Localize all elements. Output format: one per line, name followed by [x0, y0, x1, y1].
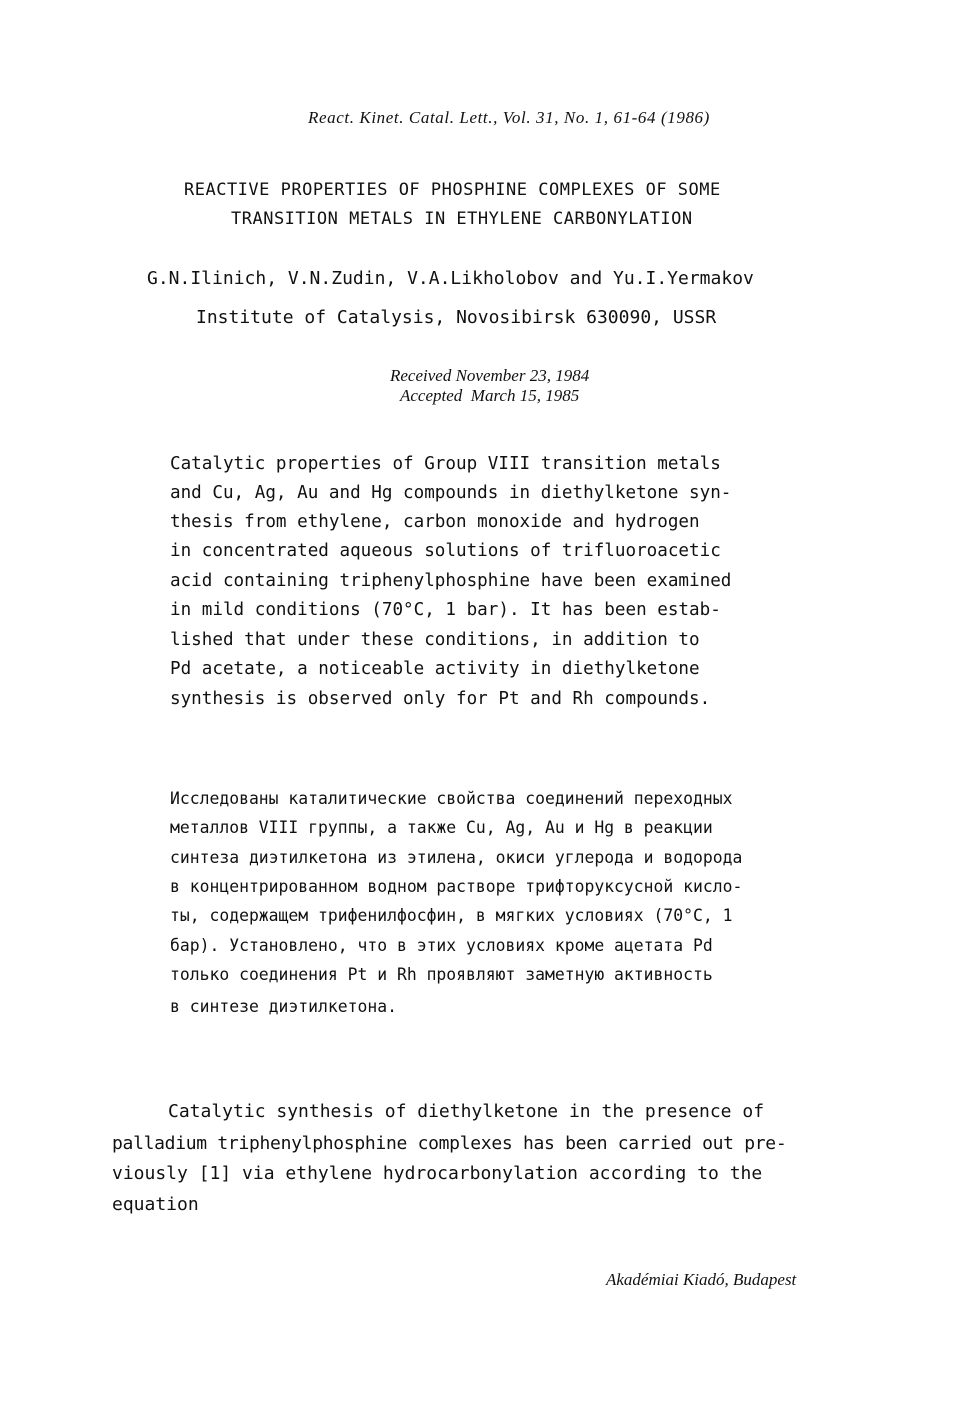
authors: G.N.Ilinich, V.N.Zudin, V.A.Likholobov and Yu.I.Yermakov — [147, 268, 754, 289]
publisher-footer: Akadémiai Kiadó, Budapest — [606, 1270, 797, 1289]
abstract-ru-line: синтеза диэтилкетона из этилена, окиси углерода и водорода — [170, 848, 743, 867]
abstract-en-line: thesis from ethylene, carbon monoxide and hydrogen — [170, 512, 700, 532]
body-line: viously [1] via ethylene hydrocarbonylation according to the — [112, 1163, 763, 1184]
journal-citation: React. Kinet. Catal. Lett., Vol. 31, No. 1, 61-64 (1986) — [308, 108, 710, 127]
paper-title-line-2: TRANSITION METALS IN ETHYLENE CARBONYLATION — [231, 209, 693, 229]
abstract-ru-line: Исследованы каталитические свойства соединений переходных — [170, 789, 733, 808]
received-date: Received November 23, 1984 — [390, 366, 590, 385]
abstract-ru-line: в концентрированном водном растворе трифторуксусной кисло- — [170, 877, 743, 896]
body-line: Catalytic synthesis of diethylketone in the presence of — [168, 1101, 765, 1122]
abstract-en-line: Catalytic properties of Group VIII transition metals — [170, 454, 721, 474]
abstract-en-line: in concentrated aqueous solutions of trifluoroacetic — [170, 541, 721, 561]
abstract-en-line: lished that under these conditions, in addition to — [170, 630, 700, 650]
body-line: equation — [112, 1194, 199, 1215]
abstract-ru-line: только соединения Pt и Rh проявляют заметную активность — [170, 965, 713, 984]
abstract-ru-line: в синтезе диэтилкетона. — [170, 997, 397, 1016]
paper-title-line-1: REACTIVE PROPERTIES OF PHOSPHINE COMPLEXES OF SOME — [184, 180, 721, 200]
abstract-ru-line: металлов VIII группы, а также Cu, Ag, Au и Hg в реакции — [170, 818, 713, 837]
body-line: palladium triphenylphosphine complexes has been carried out pre- — [112, 1133, 787, 1154]
abstract-ru-line: бар). Установлено, что в этих условиях кроме ацетата Pd — [170, 936, 713, 955]
abstract-en-line: acid containing triphenylphosphine have been examined — [170, 571, 732, 591]
abstract-en-line: synthesis is observed only for Pt and Rh compounds. — [170, 689, 711, 709]
abstract-en-line: and Cu, Ag, Au and Hg compounds in diethylketone syn- — [170, 483, 732, 503]
abstract-en-line: Pd acetate, a noticeable activity in diethylketone — [170, 659, 700, 679]
affiliation: Institute of Catalysis, Novosibirsk 630090, USSR — [196, 307, 717, 328]
abstract-ru-line: ты, содержащем трифенилфосфин, в мягких условиях (70°С, 1 — [170, 906, 733, 925]
accepted-date: Accepted March 15, 1985 — [400, 386, 580, 405]
abstract-en-line: in mild conditions (70°C, 1 bar). It has been estab- — [170, 600, 721, 620]
